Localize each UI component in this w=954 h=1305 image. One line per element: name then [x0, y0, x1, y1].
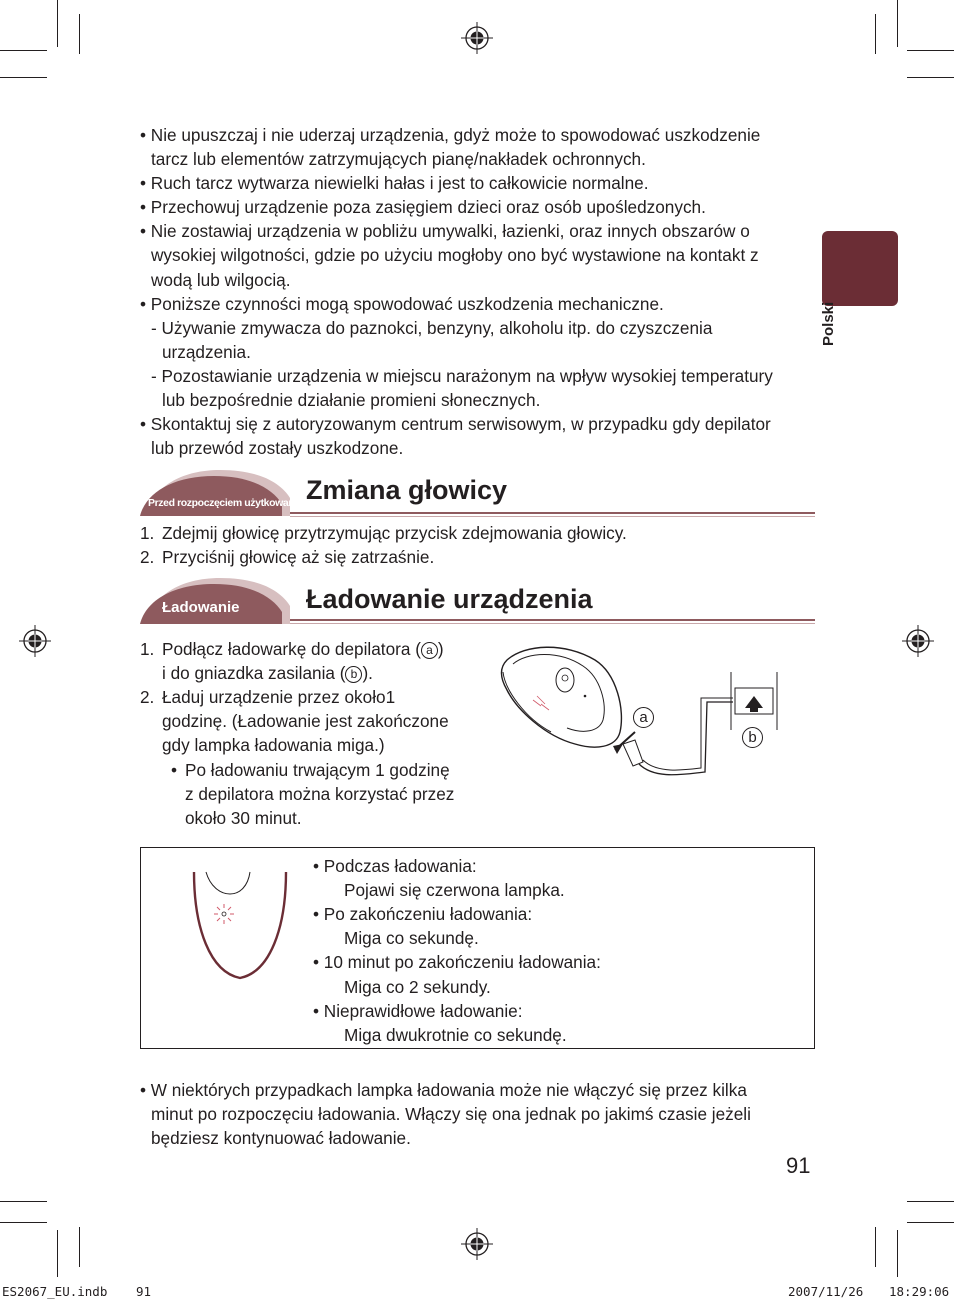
list-item: • Nie zostawiaj urządzenia w pobliżu umywalki, łazienki, oraz innych obszarów o — [140, 221, 750, 241]
registration-mark-left — [19, 625, 51, 657]
step-text: gdy lampka ładowania miga.) — [162, 735, 385, 755]
status-label: • Po zakończeniu ładowania: — [313, 904, 533, 924]
step-text: Ładuj urządzenie przez około1 — [162, 687, 396, 707]
step-number: 1. — [140, 639, 155, 659]
status-detail: Miga dwukrotnie co sekundę. — [344, 1025, 567, 1045]
note-text: będziesz kontynuować ładowanie. — [151, 1128, 411, 1148]
marker-a-ref: a — [421, 642, 438, 659]
step-text: godzinę. (Ładowanie jest zakończone — [162, 711, 449, 731]
sub-text: około 30 minut. — [185, 808, 302, 828]
note-text: • W niektórych przypadkach lampka ładowania może nie włączyć się przez kilka — [140, 1080, 747, 1100]
registration-mark-right — [902, 625, 934, 657]
status-label: • Podczas ładowania: — [313, 856, 477, 876]
list-item: • Przechowuj urządzenie poza zasięgiem dzieci oraz osób upośledzonych. — [140, 197, 706, 217]
section-badge-label: Ładowanie — [162, 599, 240, 616]
registration-mark-bottom — [461, 1228, 493, 1260]
section-title-head-change: Zmiana głowicy — [306, 475, 508, 505]
section-title-charging: Ładowanie urządzenia — [306, 584, 593, 614]
marker-a: a — [633, 707, 654, 728]
list-item: - Używanie zmywacza do paznokci, benzyny, alkoholu itp. do czyszczenia — [151, 318, 713, 338]
step-text: Podłącz ładowarkę do depilatora ( a ) — [162, 639, 444, 659]
page-number: 91 — [786, 1153, 811, 1178]
list-item: wysokiej wilgotności, gdzie po użyciu mogłoby ono być wystawione na kontakt z — [151, 245, 759, 265]
language-tab-label: Polski — [820, 301, 837, 346]
charging-lamp-illustration — [190, 868, 290, 984]
sub-text: Po ładowaniu trwającym 1 godzinę — [185, 760, 450, 780]
step-text: Przyciśnij głowicę aż się zatrzaśnie. — [162, 547, 435, 567]
section-rule-thin — [290, 516, 815, 517]
list-item: • Poniższe czynności mogą spowodować uszkodzenia mechaniczne. — [140, 294, 664, 314]
step-text: i do gniazdka zasilania ( b ). — [162, 663, 373, 683]
list-item: • Nie upuszczaj i nie uderzaj urządzenia, gdyż może to spowodować uszkodzenie — [140, 125, 761, 145]
status-detail: Miga co sekundę. — [344, 928, 479, 948]
marker-b: b — [742, 727, 763, 748]
section-rule — [290, 512, 815, 514]
step-number: 2. — [140, 687, 155, 707]
step-text: Zdejmij głowicę przytrzymując przycisk zdejmowania głowicy. — [162, 523, 627, 543]
step-number: 2. — [140, 547, 155, 567]
footer-file: ES2067_EU.indb — [2, 1284, 108, 1299]
list-item: • Ruch tarcz wytwarza niewielki hałas i jest to całkowicie normalne. — [140, 173, 649, 193]
marker-b-ref: b — [345, 666, 362, 683]
section-rule-thin — [290, 623, 815, 624]
section-rule — [290, 619, 815, 621]
list-item: tarcz lub elementów zatrzymujących pianę/nakładek ochronnych. — [151, 149, 646, 169]
status-detail: Pojawi się czerwona lampka. — [344, 880, 565, 900]
status-detail: Miga co 2 sekundy. — [344, 977, 491, 997]
registration-mark-top — [461, 22, 493, 54]
list-item: wodą lub wilgocią. — [151, 270, 291, 290]
list-item: urządzenia. — [162, 342, 251, 362]
list-item: • Skontaktuj się z autoryzowanym centrum serwisowym, w przypadku gdy depilator — [140, 414, 771, 434]
step-number: 1. — [140, 523, 155, 543]
section-badge-label: Przed rozpoczęciem użytkowania — [148, 497, 303, 509]
footer-page: 91 — [136, 1284, 152, 1299]
list-item: lub bezpośrednie działanie promieni słonecznych. — [162, 390, 541, 410]
note-text: minut po rozpoczęciu ładowania. Włączy się ona jednak po jakimś czasie jeżeli — [151, 1104, 751, 1124]
footer-time: 18:29:06 — [889, 1284, 950, 1299]
list-item: - Pozostawianie urządzenia w miejscu narażonym na wpływ wysokiej temperatury — [151, 366, 773, 386]
sub-bullet: • — [171, 760, 178, 780]
sub-text: z depilatora można korzystać przez — [185, 784, 455, 804]
status-label: • Nieprawidłowe ładowanie: — [313, 1001, 523, 1021]
language-tab — [822, 231, 898, 306]
status-label: • 10 minut po zakończeniu ładowania: — [313, 952, 601, 972]
footer-date: 2007/11/26 — [788, 1284, 864, 1299]
list-item: lub przewód zostały uszkodzone. — [151, 438, 404, 458]
